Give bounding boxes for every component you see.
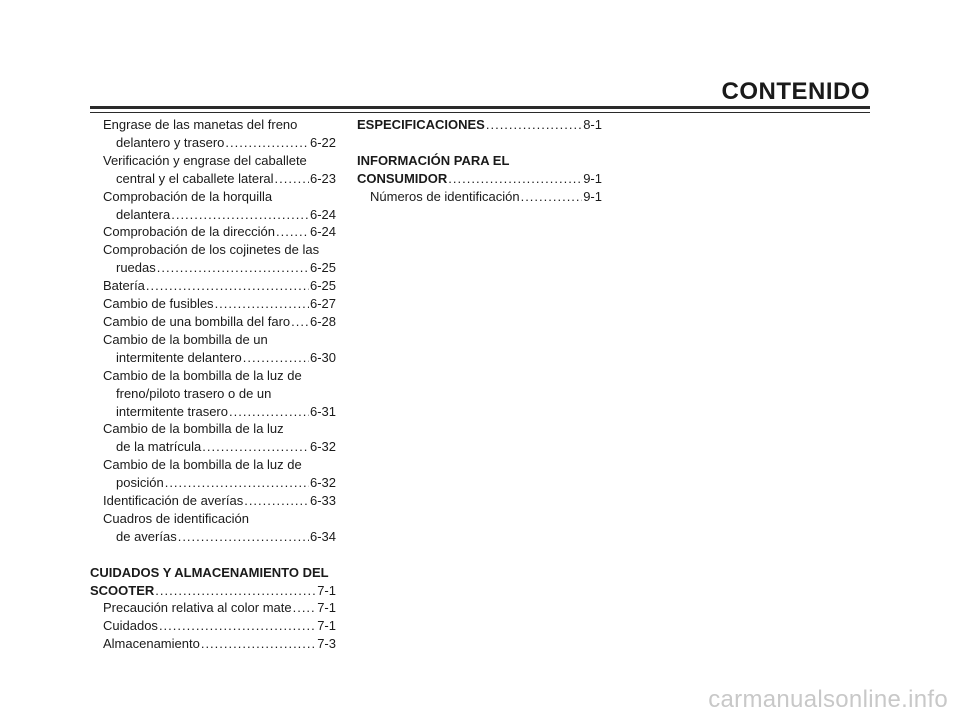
toc-entry[interactable] [357, 152, 602, 188]
toc-entry-title: Batería [103, 278, 145, 294]
toc-entry[interactable] [90, 510, 336, 546]
toc-entry-line-last [90, 206, 336, 224]
toc-entry-line-last [90, 528, 336, 546]
toc-entry-title: intermitente trasero [116, 403, 228, 419]
toc-entry[interactable] [90, 241, 336, 277]
toc-entry-title: Comprobación de los cojinetes de las [103, 242, 320, 258]
toc-entry[interactable] [90, 456, 336, 492]
toc-page-number: 6-24 [309, 206, 336, 222]
toc-column-left [90, 116, 336, 653]
toc-entry-title: Identificación de averías [103, 493, 244, 509]
toc-dot-leader [215, 295, 309, 313]
toc-page-number: 7-1 [317, 600, 336, 616]
toc-entry-title: delantera [116, 206, 171, 222]
toc-entry-title: Engrase de las manetas del freno [103, 117, 298, 132]
toc-entry-line-last [90, 349, 336, 367]
toc-dot-leader [201, 635, 316, 653]
toc-entry-title: ruedas [116, 260, 156, 276]
toc-entry-line-last [90, 295, 336, 313]
toc-page-number: 6-34 [309, 528, 336, 544]
toc-entry[interactable] [90, 295, 336, 313]
toc-entry[interactable] [90, 313, 336, 331]
toc-entry-line [90, 367, 336, 385]
toc-dot-leader [178, 528, 309, 546]
toc-entry[interactable] [90, 223, 336, 241]
toc-entry[interactable] [90, 188, 336, 224]
toc-entry-line [90, 188, 336, 206]
toc-entry-title: Cambio de fusibles [103, 296, 214, 312]
toc-dot-leader [243, 349, 309, 367]
toc-entry-line-last [90, 492, 336, 510]
toc-entry-line [90, 116, 336, 134]
toc-entry-title: CONSUMIDOR [357, 170, 448, 186]
toc-dot-leader [276, 223, 309, 241]
header-rule-thick [90, 106, 870, 109]
toc-dot-leader [521, 188, 583, 206]
toc-entry-line-last [357, 170, 602, 188]
toc-entry-title: CUIDADOS Y ALMACENAMIENTO DEL [90, 564, 329, 580]
toc-entry[interactable] [90, 277, 336, 295]
toc-entry-title: intermitente delantero [116, 349, 242, 365]
toc-entry-title: posición [116, 475, 164, 491]
toc-page-number: 6-27 [309, 296, 336, 312]
toc-dot-leader [146, 277, 309, 295]
toc-entry-line [90, 564, 336, 582]
toc-entry-line-last [90, 134, 336, 152]
toc-entry-title: Cuidados [103, 618, 158, 634]
toc-dot-leader [448, 170, 582, 188]
toc-dot-leader [202, 438, 309, 456]
toc-entry-title: Números de identificación [370, 188, 520, 204]
toc-page-number: 6-24 [309, 224, 336, 240]
toc-entry-title: ESPECIFICACIONES [357, 117, 485, 132]
toc-dot-leader [486, 116, 582, 134]
toc-entry-title: central y el caballete lateral [116, 170, 274, 186]
toc-entry[interactable] [90, 492, 336, 510]
toc-entry[interactable] [90, 635, 336, 653]
watermark-text: carmanualsonline.info [708, 686, 948, 713]
toc-entry-line-last [90, 170, 336, 188]
toc-page-number: 7-1 [317, 618, 336, 634]
toc-page-number: 6-25 [309, 278, 336, 294]
toc-entry[interactable] [90, 564, 336, 600]
toc-entry[interactable] [90, 331, 336, 367]
toc-entry-line [90, 331, 336, 349]
toc-entry[interactable] [90, 420, 336, 456]
toc-entry-title: Verificación y engrase del caballete [103, 152, 307, 168]
toc-entry-title: Cuadros de identificación [103, 510, 249, 526]
toc-entry[interactable] [90, 116, 336, 152]
toc-entry-title: de averías [116, 528, 177, 544]
toc-entry-title: Cambio de la bombilla de la luz [103, 421, 284, 437]
toc-entry-line-last [90, 599, 336, 617]
toc-column-right [357, 116, 602, 206]
toc-entry-title: Precaución relativa al color mate [103, 600, 292, 616]
toc-entry-line [90, 510, 336, 528]
toc-entry-line-last [90, 582, 336, 600]
toc-page-number: 6-32 [309, 439, 336, 455]
toc-page-number: 7-1 [317, 582, 336, 598]
toc-entry-line-last [357, 116, 602, 134]
toc-dot-leader [157, 259, 309, 277]
page-title: CONTENIDO [721, 78, 870, 105]
toc-dot-leader [291, 313, 309, 331]
toc-dot-leader [155, 582, 316, 600]
toc-entry-line-last [90, 617, 336, 635]
toc-entry-line [90, 152, 336, 170]
toc-entry[interactable] [90, 152, 336, 188]
toc-page-number: 7-3 [317, 636, 336, 652]
page-header [90, 78, 870, 118]
toc-entry[interactable] [90, 367, 336, 421]
toc-entry-title: Cambio de la bombilla de la luz de [103, 457, 302, 473]
toc-dot-leader [159, 617, 316, 635]
toc-page-number: 8-1 [583, 117, 602, 132]
toc-dot-leader [244, 492, 309, 510]
toc-entry-line-last [90, 223, 336, 241]
toc-entry-title: delantero y trasero [116, 134, 225, 150]
toc-dot-leader [165, 474, 309, 492]
toc-dot-leader [171, 206, 309, 224]
toc-entry-line-last [90, 259, 336, 277]
toc-page-number: 6-28 [309, 313, 336, 329]
toc-entry[interactable] [357, 116, 602, 134]
toc-page-number: 9-1 [583, 170, 602, 186]
toc-entry[interactable] [90, 599, 336, 617]
toc-entry-title: Comprobación de la horquilla [103, 188, 273, 204]
toc-entry-line-last [90, 403, 336, 421]
toc-entry-line-last [90, 438, 336, 456]
toc-page-number: 6-33 [309, 493, 336, 509]
toc-entry-line-last [90, 635, 336, 653]
toc-entry-line [357, 152, 602, 170]
toc-entry-line [90, 456, 336, 474]
toc-entry-title: Cambio de la bombilla de la luz de [103, 367, 302, 383]
toc-entry-title: Comprobación de la dirección [103, 224, 275, 240]
toc-page-number: 6-25 [309, 260, 336, 276]
toc-entry-line [90, 385, 336, 403]
header-rule-thin [90, 112, 870, 113]
toc-page-number: 6-32 [309, 475, 336, 491]
toc-dot-leader [275, 170, 309, 188]
toc-page-number: 6-22 [309, 134, 336, 150]
toc-entry-title: de la matrícula [116, 439, 202, 455]
toc-entry-title: Cambio de una bombilla del faro [103, 313, 291, 329]
toc-entry-line-last [357, 188, 602, 206]
toc-entry-title: Almacenamiento [103, 636, 200, 652]
toc-entry-line-last [90, 277, 336, 295]
toc-entry[interactable] [357, 188, 602, 206]
toc-page-number: 6-31 [309, 403, 336, 419]
toc-page-number: 9-1 [583, 188, 602, 204]
toc-entry-title: INFORMACIÓN PARA EL [357, 152, 510, 168]
toc-entry[interactable] [90, 617, 336, 635]
toc-dot-leader [293, 599, 317, 617]
toc-page-number: 6-30 [309, 349, 336, 365]
toc-entry-line-last [90, 313, 336, 331]
toc-entry-line-last [90, 474, 336, 492]
toc-entry-title: SCOOTER [90, 582, 155, 598]
toc-entry-title: Cambio de la bombilla de un [103, 331, 268, 347]
toc-entry-title: freno/piloto trasero o de un [116, 385, 272, 401]
toc-dot-leader [229, 403, 309, 421]
toc-page-number: 6-23 [309, 170, 336, 186]
toc-dot-leader [225, 134, 309, 152]
toc-entry-line [90, 420, 336, 438]
toc-entry-line [90, 241, 336, 259]
